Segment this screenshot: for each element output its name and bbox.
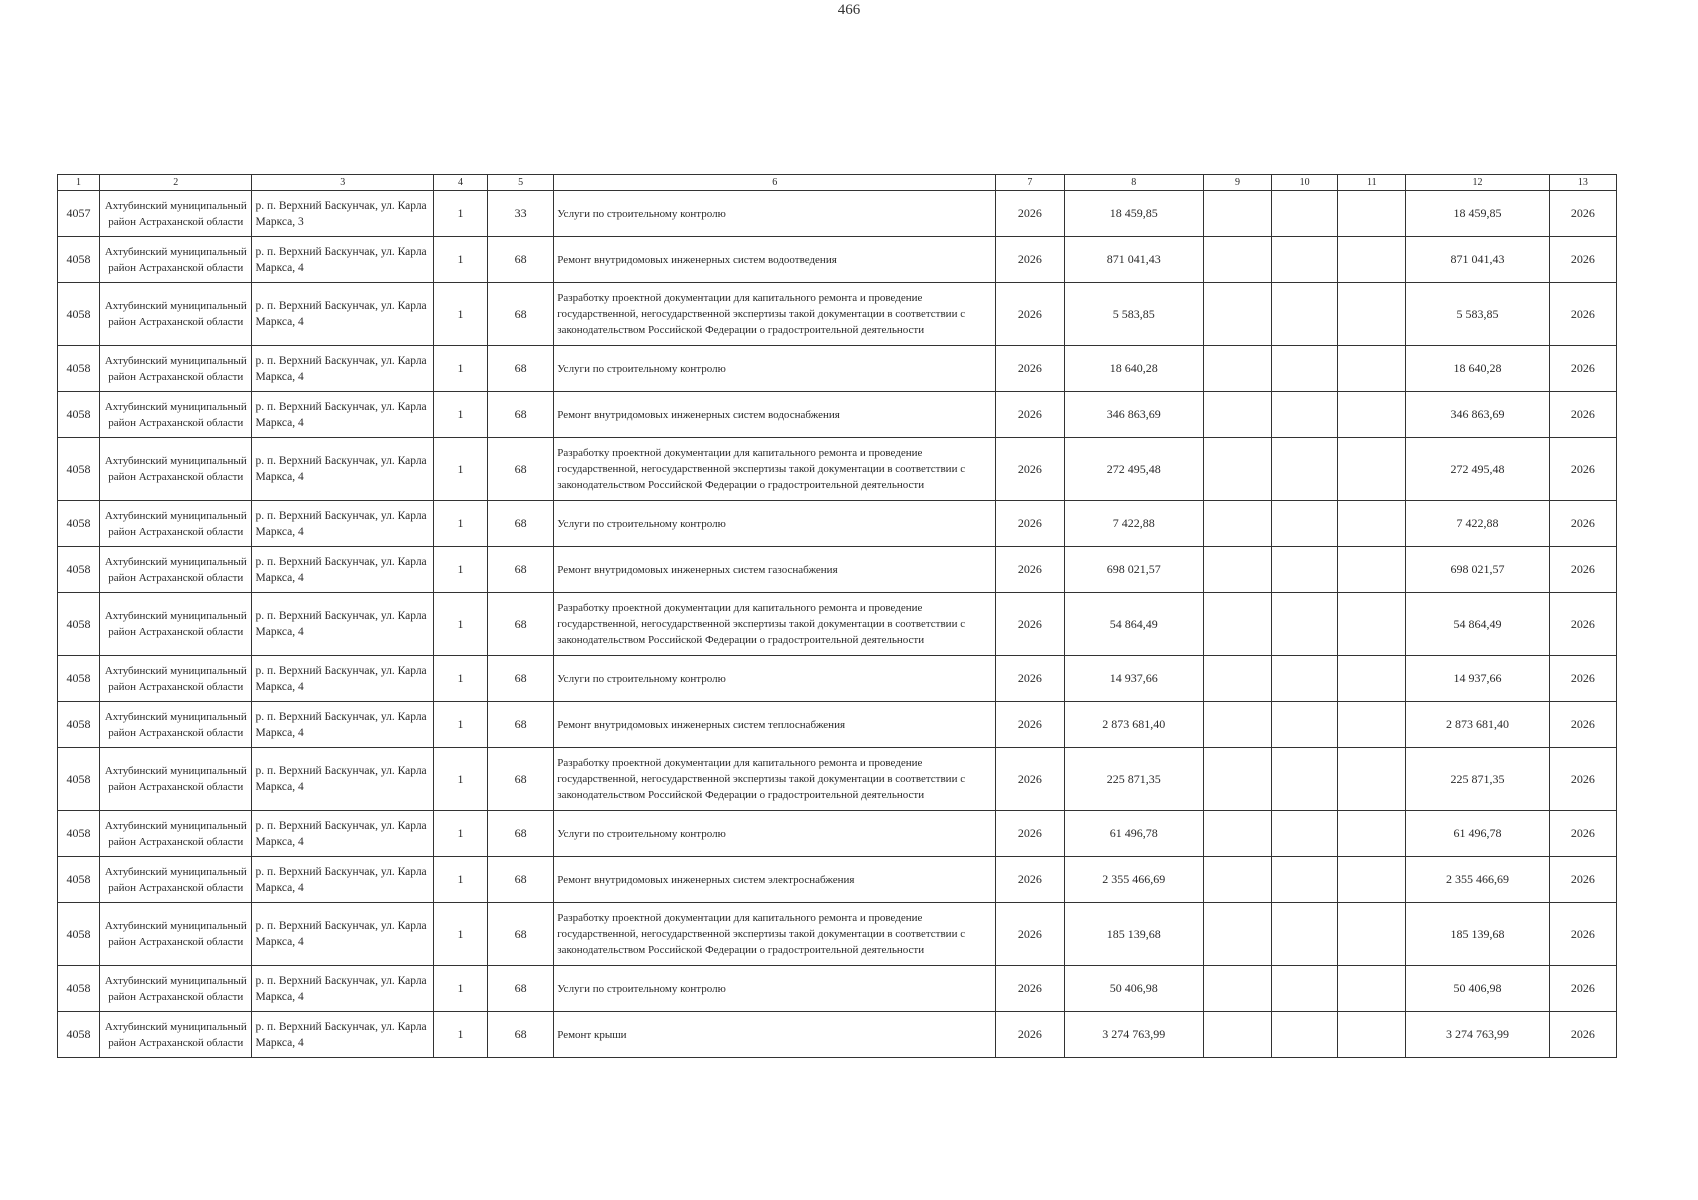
empty-cell-9 [1203, 702, 1271, 748]
total-cost: 61 496,78 [1406, 811, 1549, 857]
floors-count: 68 [488, 811, 554, 857]
planned-year: 2026 [996, 283, 1064, 346]
empty-cell-9 [1203, 857, 1271, 903]
planned-year: 2026 [996, 191, 1064, 237]
planned-year: 2026 [996, 966, 1064, 1012]
work-description: Разработку проектной документации для капитального ремонта и проведение государственной, негосударственной экспертизы такой документации в соответствии с законодательством Российской Федерации о градостроительной деятельности [554, 593, 996, 656]
address: р. п. Верхний Баскунчак, ул. Карла Маркса, 4 [252, 702, 433, 748]
completion-year: 2026 [1549, 501, 1616, 547]
houses-count: 1 [433, 392, 487, 438]
houses-count: 1 [433, 748, 487, 811]
work-cost: 185 139,68 [1064, 903, 1203, 966]
completion-year: 2026 [1549, 547, 1616, 593]
address: р. п. Верхний Баскунчак, ул. Карла Маркса, 4 [252, 966, 433, 1012]
table-row [58, 811, 1617, 857]
empty-cell-11 [1338, 547, 1406, 593]
floors-count: 33 [488, 191, 554, 237]
total-cost: 14 937,66 [1406, 656, 1549, 702]
completion-year: 2026 [1549, 237, 1616, 283]
work-cost: 225 871,35 [1064, 748, 1203, 811]
address: р. п. Верхний Баскунчак, ул. Карла Маркса, 4 [252, 857, 433, 903]
row-number: 4058 [58, 346, 100, 392]
row-number: 4058 [58, 656, 100, 702]
work-description: Разработку проектной документации для капитального ремонта и проведение государственной, негосударственной экспертизы такой документации в соответствии с законодательством Российской Федерации о градостроительной деятельности [554, 283, 996, 346]
empty-cell-11 [1338, 966, 1406, 1012]
empty-cell-10 [1272, 392, 1338, 438]
table-row [58, 283, 1617, 346]
district-name: Ахтубинский муниципальный район Астраханской области [100, 593, 252, 656]
empty-cell-11 [1338, 656, 1406, 702]
total-cost: 3 274 763,99 [1406, 1012, 1549, 1058]
district-name: Ахтубинский муниципальный район Астраханской области [100, 702, 252, 748]
work-cost: 50 406,98 [1064, 966, 1203, 1012]
table-row [58, 547, 1617, 593]
total-cost: 272 495,48 [1406, 438, 1549, 501]
empty-cell-10 [1272, 283, 1338, 346]
column-number-10: 10 [1272, 175, 1338, 191]
houses-count: 1 [433, 593, 487, 656]
work-cost: 7 422,88 [1064, 501, 1203, 547]
planned-year: 2026 [996, 501, 1064, 547]
address: р. п. Верхний Баскунчак, ул. Карла Маркса, 4 [252, 1012, 433, 1058]
table-row [58, 656, 1617, 702]
completion-year: 2026 [1549, 966, 1616, 1012]
column-number-4: 4 [433, 175, 487, 191]
table-row [58, 966, 1617, 1012]
empty-cell-11 [1338, 1012, 1406, 1058]
empty-cell-11 [1338, 283, 1406, 346]
district-name: Ахтубинский муниципальный район Астраханской области [100, 903, 252, 966]
houses-count: 1 [433, 283, 487, 346]
empty-cell-10 [1272, 438, 1338, 501]
row-number: 4058 [58, 748, 100, 811]
address: р. п. Верхний Баскунчак, ул. Карла Маркса, 4 [252, 438, 433, 501]
empty-cell-9 [1203, 811, 1271, 857]
empty-cell-10 [1272, 501, 1338, 547]
column-number-3: 3 [252, 175, 433, 191]
floors-count: 68 [488, 547, 554, 593]
houses-count: 1 [433, 438, 487, 501]
planned-year: 2026 [996, 237, 1064, 283]
empty-cell-10 [1272, 903, 1338, 966]
work-cost: 3 274 763,99 [1064, 1012, 1203, 1058]
work-cost: 18 459,85 [1064, 191, 1203, 237]
planned-year: 2026 [996, 1012, 1064, 1058]
empty-cell-10 [1272, 966, 1338, 1012]
work-cost: 272 495,48 [1064, 438, 1203, 501]
row-number: 4058 [58, 966, 100, 1012]
work-description: Услуги по строительному контролю [554, 501, 996, 547]
column-number-8: 8 [1064, 175, 1203, 191]
column-number-2: 2 [100, 175, 252, 191]
planned-year: 2026 [996, 811, 1064, 857]
total-cost: 2 355 466,69 [1406, 857, 1549, 903]
total-cost: 871 041,43 [1406, 237, 1549, 283]
address: р. п. Верхний Баскунчак, ул. Карла Маркса, 4 [252, 656, 433, 702]
column-number-5: 5 [488, 175, 554, 191]
row-number: 4058 [58, 811, 100, 857]
work-cost: 2 355 466,69 [1064, 857, 1203, 903]
address: р. п. Верхний Баскунчак, ул. Карла Маркса, 4 [252, 748, 433, 811]
work-cost: 61 496,78 [1064, 811, 1203, 857]
empty-cell-10 [1272, 857, 1338, 903]
work-cost: 5 583,85 [1064, 283, 1203, 346]
district-name: Ахтубинский муниципальный район Астраханской области [100, 966, 252, 1012]
completion-year: 2026 [1549, 811, 1616, 857]
row-number: 4058 [58, 1012, 100, 1058]
address: р. п. Верхний Баскунчак, ул. Карла Маркса, 4 [252, 392, 433, 438]
total-cost: 50 406,98 [1406, 966, 1549, 1012]
work-description: Ремонт внутридомовых инженерных систем теплоснабжения [554, 702, 996, 748]
empty-cell-9 [1203, 656, 1271, 702]
empty-cell-10 [1272, 346, 1338, 392]
empty-cell-10 [1272, 748, 1338, 811]
work-cost: 346 863,69 [1064, 392, 1203, 438]
completion-year: 2026 [1549, 903, 1616, 966]
houses-count: 1 [433, 237, 487, 283]
empty-cell-9 [1203, 237, 1271, 283]
address: р. п. Верхний Баскунчак, ул. Карла Маркса, 4 [252, 593, 433, 656]
floors-count: 68 [488, 237, 554, 283]
table-row [58, 392, 1617, 438]
total-cost: 698 021,57 [1406, 547, 1549, 593]
empty-cell-11 [1338, 346, 1406, 392]
row-number: 4057 [58, 191, 100, 237]
empty-cell-11 [1338, 593, 1406, 656]
district-name: Ахтубинский муниципальный район Астраханской области [100, 857, 252, 903]
floors-count: 68 [488, 1012, 554, 1058]
empty-cell-11 [1338, 438, 1406, 501]
row-number: 4058 [58, 392, 100, 438]
houses-count: 1 [433, 966, 487, 1012]
empty-cell-11 [1338, 702, 1406, 748]
total-cost: 225 871,35 [1406, 748, 1549, 811]
floors-count: 68 [488, 501, 554, 547]
completion-year: 2026 [1549, 392, 1616, 438]
table-row [58, 191, 1617, 237]
work-description: Разработку проектной документации для капитального ремонта и проведение государственной, негосударственной экспертизы такой документации в соответствии с законодательством Российской Федерации о градостроительной деятельности [554, 903, 996, 966]
floors-count: 68 [488, 346, 554, 392]
empty-cell-9 [1203, 191, 1271, 237]
total-cost: 18 459,85 [1406, 191, 1549, 237]
planned-year: 2026 [996, 748, 1064, 811]
column-number-9: 9 [1203, 175, 1271, 191]
work-cost: 2 873 681,40 [1064, 702, 1203, 748]
column-number-1: 1 [58, 175, 100, 191]
work-description: Ремонт внутридомовых инженерных систем водоснабжения [554, 392, 996, 438]
work-cost: 18 640,28 [1064, 346, 1203, 392]
work-cost: 54 864,49 [1064, 593, 1203, 656]
column-number-13: 13 [1549, 175, 1616, 191]
houses-count: 1 [433, 547, 487, 593]
completion-year: 2026 [1549, 857, 1616, 903]
table-row [58, 903, 1617, 966]
empty-cell-10 [1272, 237, 1338, 283]
table-row [58, 702, 1617, 748]
completion-year: 2026 [1549, 593, 1616, 656]
page-number: 466 [837, 2, 861, 18]
empty-cell-10 [1272, 702, 1338, 748]
floors-count: 68 [488, 748, 554, 811]
work-description: Разработку проектной документации для капитального ремонта и проведение государственной, негосударственной экспертизы такой документации в соответствии с законодательством Российской Федерации о градостроительной деятельности [554, 438, 996, 501]
work-description: Услуги по строительному контролю [554, 966, 996, 1012]
empty-cell-10 [1272, 191, 1338, 237]
empty-cell-11 [1338, 748, 1406, 811]
houses-count: 1 [433, 1012, 487, 1058]
column-number-6: 6 [554, 175, 996, 191]
column-number-7: 7 [996, 175, 1064, 191]
row-number: 4058 [58, 547, 100, 593]
empty-cell-9 [1203, 392, 1271, 438]
completion-year: 2026 [1549, 283, 1616, 346]
empty-cell-9 [1203, 438, 1271, 501]
address: р. п. Верхний Баскунчак, ул. Карла Маркса, 4 [252, 501, 433, 547]
column-number-11: 11 [1338, 175, 1406, 191]
district-name: Ахтубинский муниципальный район Астраханской области [100, 748, 252, 811]
empty-cell-9 [1203, 1012, 1271, 1058]
floors-count: 68 [488, 656, 554, 702]
planned-year: 2026 [996, 392, 1064, 438]
floors-count: 68 [488, 392, 554, 438]
planned-year: 2026 [996, 702, 1064, 748]
planned-year: 2026 [996, 593, 1064, 656]
floors-count: 68 [488, 438, 554, 501]
total-cost: 185 139,68 [1406, 903, 1549, 966]
empty-cell-11 [1338, 811, 1406, 857]
table-row [58, 237, 1617, 283]
repair-program-table [57, 174, 1617, 1058]
work-description: Ремонт крыши [554, 1012, 996, 1058]
table-row [58, 748, 1617, 811]
floors-count: 68 [488, 593, 554, 656]
empty-cell-9 [1203, 501, 1271, 547]
completion-year: 2026 [1549, 1012, 1616, 1058]
district-name: Ахтубинский муниципальный район Астраханской области [100, 191, 252, 237]
houses-count: 1 [433, 501, 487, 547]
total-cost: 5 583,85 [1406, 283, 1549, 346]
row-number: 4058 [58, 283, 100, 346]
empty-cell-11 [1338, 237, 1406, 283]
empty-cell-11 [1338, 191, 1406, 237]
row-number: 4058 [58, 593, 100, 656]
work-description: Ремонт внутридомовых инженерных систем водоотведения [554, 237, 996, 283]
address: р. п. Верхний Баскунчак, ул. Карла Маркса, 4 [252, 237, 433, 283]
work-description: Ремонт внутридомовых инженерных систем газоснабжения [554, 547, 996, 593]
empty-cell-10 [1272, 593, 1338, 656]
table-row [58, 593, 1617, 656]
empty-cell-9 [1203, 346, 1271, 392]
floors-count: 68 [488, 857, 554, 903]
empty-cell-10 [1272, 1012, 1338, 1058]
work-description: Услуги по строительному контролю [554, 191, 996, 237]
floors-count: 68 [488, 283, 554, 346]
row-number: 4058 [58, 438, 100, 501]
work-description: Ремонт внутридомовых инженерных систем электроснабжения [554, 857, 996, 903]
work-description: Услуги по строительному контролю [554, 656, 996, 702]
address: р. п. Верхний Баскунчак, ул. Карла Маркса, 4 [252, 547, 433, 593]
completion-year: 2026 [1549, 702, 1616, 748]
houses-count: 1 [433, 656, 487, 702]
empty-cell-11 [1338, 501, 1406, 547]
total-cost: 346 863,69 [1406, 392, 1549, 438]
row-number: 4058 [58, 237, 100, 283]
district-name: Ахтубинский муниципальный район Астраханской области [100, 237, 252, 283]
floors-count: 68 [488, 966, 554, 1012]
houses-count: 1 [433, 346, 487, 392]
completion-year: 2026 [1549, 656, 1616, 702]
total-cost: 54 864,49 [1406, 593, 1549, 656]
empty-cell-9 [1203, 283, 1271, 346]
address: р. п. Верхний Баскунчак, ул. Карла Маркса, 4 [252, 903, 433, 966]
column-number-row [58, 175, 1617, 191]
address: р. п. Верхний Баскунчак, ул. Карла Маркса, 3 [252, 191, 433, 237]
empty-cell-10 [1272, 656, 1338, 702]
district-name: Ахтубинский муниципальный район Астраханской области [100, 811, 252, 857]
floors-count: 68 [488, 903, 554, 966]
empty-cell-9 [1203, 903, 1271, 966]
table-body [58, 191, 1617, 1058]
table-row [58, 501, 1617, 547]
empty-cell-9 [1203, 547, 1271, 593]
empty-cell-11 [1338, 392, 1406, 438]
address: р. п. Верхний Баскунчак, ул. Карла Маркса, 4 [252, 283, 433, 346]
district-name: Ахтубинский муниципальный район Астраханской области [100, 392, 252, 438]
total-cost: 2 873 681,40 [1406, 702, 1549, 748]
address: р. п. Верхний Баскунчак, ул. Карла Маркса, 4 [252, 346, 433, 392]
planned-year: 2026 [996, 656, 1064, 702]
table-row [58, 346, 1617, 392]
work-description: Разработку проектной документации для капитального ремонта и проведение государственной, негосударственной экспертизы такой документации в соответствии с законодательством Российской Федерации о градостроительной деятельности [554, 748, 996, 811]
empty-cell-9 [1203, 748, 1271, 811]
houses-count: 1 [433, 857, 487, 903]
houses-count: 1 [433, 811, 487, 857]
work-cost: 871 041,43 [1064, 237, 1203, 283]
row-number: 4058 [58, 702, 100, 748]
total-cost: 7 422,88 [1406, 501, 1549, 547]
table-row [58, 438, 1617, 501]
planned-year: 2026 [996, 438, 1064, 501]
completion-year: 2026 [1549, 346, 1616, 392]
total-cost: 18 640,28 [1406, 346, 1549, 392]
row-number: 4058 [58, 857, 100, 903]
completion-year: 2026 [1549, 438, 1616, 501]
empty-cell-10 [1272, 811, 1338, 857]
district-name: Ахтубинский муниципальный район Астраханской области [100, 547, 252, 593]
table-row [58, 857, 1617, 903]
empty-cell-10 [1272, 547, 1338, 593]
planned-year: 2026 [996, 857, 1064, 903]
district-name: Ахтубинский муниципальный район Астраханской области [100, 438, 252, 501]
work-description: Услуги по строительному контролю [554, 811, 996, 857]
district-name: Ахтубинский муниципальный район Астраханской области [100, 501, 252, 547]
empty-cell-11 [1338, 857, 1406, 903]
houses-count: 1 [433, 191, 487, 237]
work-cost: 698 021,57 [1064, 547, 1203, 593]
completion-year: 2026 [1549, 191, 1616, 237]
work-description: Услуги по строительному контролю [554, 346, 996, 392]
planned-year: 2026 [996, 346, 1064, 392]
completion-year: 2026 [1549, 748, 1616, 811]
district-name: Ахтубинский муниципальный район Астраханской области [100, 1012, 252, 1058]
column-number-12: 12 [1406, 175, 1549, 191]
planned-year: 2026 [996, 547, 1064, 593]
table-row [58, 1012, 1617, 1058]
row-number: 4058 [58, 501, 100, 547]
district-name: Ахтубинский муниципальный район Астраханской области [100, 346, 252, 392]
district-name: Ахтубинский муниципальный район Астраханской области [100, 283, 252, 346]
planned-year: 2026 [996, 903, 1064, 966]
floors-count: 68 [488, 702, 554, 748]
empty-cell-9 [1203, 966, 1271, 1012]
empty-cell-11 [1338, 903, 1406, 966]
address: р. п. Верхний Баскунчак, ул. Карла Маркса, 4 [252, 811, 433, 857]
district-name: Ахтубинский муниципальный район Астраханской области [100, 656, 252, 702]
empty-cell-9 [1203, 593, 1271, 656]
work-cost: 14 937,66 [1064, 656, 1203, 702]
row-number: 4058 [58, 903, 100, 966]
houses-count: 1 [433, 903, 487, 966]
houses-count: 1 [433, 702, 487, 748]
